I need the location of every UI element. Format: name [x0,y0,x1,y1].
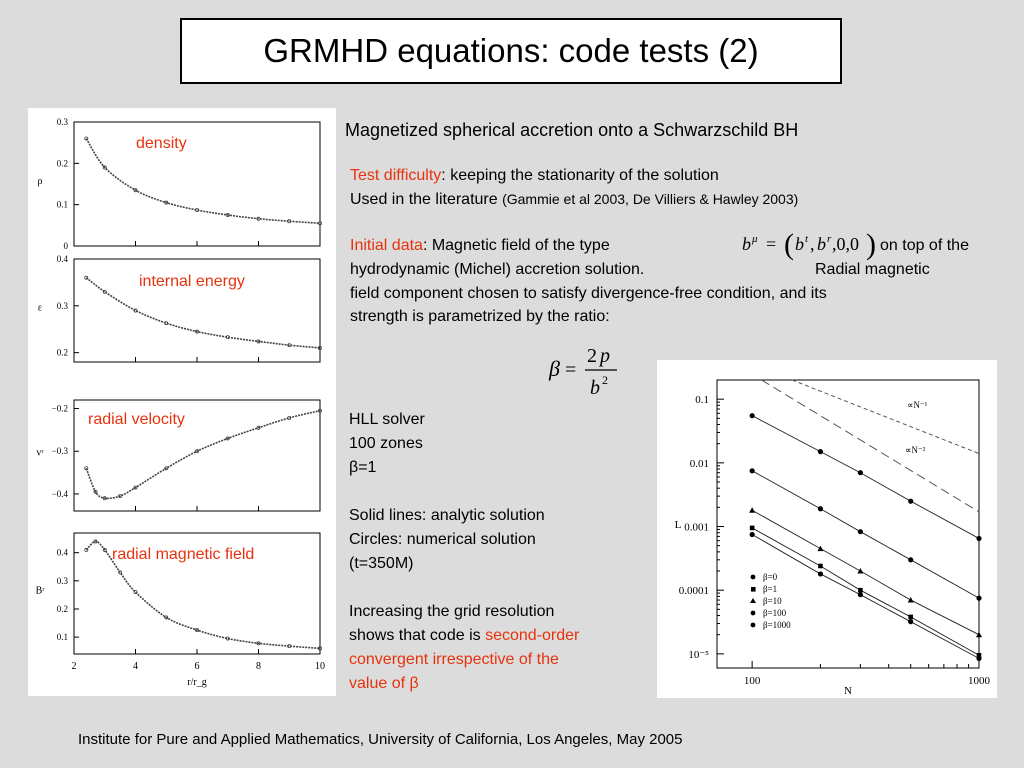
data-point-square [908,615,913,620]
y-tick-label: 0.01 [689,457,709,470]
svg-text:p: p [600,345,610,367]
data-point-square [750,526,755,531]
literature-ref: (Gammie et al 2003, De Villiers & Hawley 2003) [502,191,799,207]
svg-text:=: = [565,359,577,381]
data-point-circle [976,536,981,541]
y-tick-label: 0.2 [56,347,68,358]
initial-data-text2: on top of the [880,237,969,254]
svg-text:b: b [795,234,804,254]
legend-label: β=1 [763,584,778,594]
svg-text:b: b [590,377,600,399]
profile-panel-3 [36,533,325,688]
panel-label: radial magnetic field [112,546,255,563]
convergence-plot-panel [657,360,997,698]
data-point-square [818,564,823,569]
y-tick-label: 0.3 [56,117,68,127]
data-point-circle [858,470,863,475]
panel-label: internal energy [139,273,245,290]
data-point-circle [750,468,755,473]
solver-line-3: β=1 [349,459,377,476]
data-point-circle [818,571,823,576]
data-point-triangle [976,632,982,638]
data-point-circle [858,592,863,597]
svg-text:μ: μ [752,233,758,245]
svg-text:b: b [817,234,826,254]
conclusion-red-2: convergent irrespective of the [349,651,559,668]
x-tick-label: 6 [194,661,200,672]
y-tick-label: 0.4 [56,547,68,558]
legend-marker-circle [751,575,756,580]
literature [350,189,798,210]
reference-line-n2 [762,380,979,512]
svg-text:,0,0: ,0,0 [832,234,859,254]
series-line-1 [752,528,979,655]
series-line-2 [752,510,979,634]
beta-formula-render [545,340,625,402]
profile-plots-panel [28,108,336,696]
legend-line-2: Circles: numerical solution [349,531,536,548]
x-tick-label: 2 [71,661,77,672]
y-tick-label: 10⁻⁵ [688,648,709,661]
legend-marker-square [751,587,756,592]
conclusion-line-2 [349,625,579,646]
y-tick-label: −0.2 [51,403,68,414]
svg-text:b: b [742,234,751,254]
data-point-circle [818,449,823,454]
reference-line-n1 [792,380,979,454]
svg-text:): ) [866,228,876,261]
y-tick-label: 0.001 [684,521,709,534]
panel-label: density [136,135,187,152]
plot-frame [717,380,979,668]
legend-label: β=0 [763,572,778,582]
literature-label: Used in the literature [350,191,498,208]
data-point-circle [908,499,913,504]
reference-label-n1: ∝N⁻¹ [907,400,928,410]
y-tick-label: 0.3 [56,575,68,586]
test-difficulty-text: : keeping the stationarity of the solution [441,167,719,184]
initial-data-text1: : Magnetic field of the type [422,237,610,254]
initial-data-label: Initial data [350,237,423,254]
y-tick-label: −0.4 [51,488,68,499]
series-line-3 [752,471,979,598]
x-tick-label: 10 [315,661,325,672]
y-tick-label: 0.1 [56,199,68,210]
y-tick-label: −0.3 [51,446,68,457]
svg-text:,: , [810,234,815,254]
data-point-circle [976,596,981,601]
profile-panel-2 [36,400,321,511]
svg-text:(: ( [784,228,794,261]
legend-line-3: (t=350M) [349,555,414,572]
legend-marker-circle [751,623,756,628]
subtitle: Magnetized spherical accretion onto a Schwarzschild BH [345,120,799,140]
conclusion-red-1: second-order [485,627,580,644]
svg-text:2: 2 [602,373,608,387]
data-point-triangle [908,597,914,603]
x-axis-label: r/r_g [187,677,207,688]
svg-text:2: 2 [587,345,597,367]
data-point-circle [908,557,913,562]
data-point-square [858,588,863,593]
y-axis-label: vʳ [36,447,44,459]
test-difficulty [350,165,719,186]
solver-line-2: 100 zones [349,435,423,452]
legend-marker-circle [751,611,756,616]
x-tick-label: 4 [133,661,138,672]
profile-panel-1 [38,254,322,362]
y-tick-label: 0.4 [56,254,68,264]
footer: Institute for Pure and Applied Mathematics, University of California, Los Angeles, May 2005 [78,731,683,748]
initial-data-line4: strength is parametrized by the ratio: [350,308,610,325]
data-point-triangle [857,568,863,574]
panel-label: radial velocity [88,411,185,428]
data-point-circle [818,506,823,511]
x-tick-label: 1000 [968,675,990,687]
test-difficulty-label: Test difficulty [350,167,442,184]
y-tick-label: 0.3 [56,300,68,311]
data-point-triangle [749,507,755,513]
series-line-0 [752,416,979,539]
series-line-4 [752,534,979,658]
data-point-circle [750,413,755,418]
y-axis-label: Bʳ [35,585,45,597]
data-point-triangle [817,546,823,552]
y-tick-label: 0 [63,241,68,251]
data-point-circle [908,619,913,624]
svg-text:t: t [805,233,809,245]
initial-data-line2b: Radial magnetic [815,261,930,278]
profile-frame [74,122,320,246]
legend-label: β=10 [763,596,782,606]
convergence-plot [657,360,997,698]
x-tick-label: 100 [743,675,761,687]
profile-panel-0 [38,117,322,251]
y-tick-label: 0.2 [56,158,68,169]
y-axis-label: L [674,519,682,531]
data-point-circle [750,532,755,537]
y-axis-label: ρ [37,176,43,187]
y-tick-label: 0.1 [695,394,709,407]
svg-text:r: r [827,233,832,245]
data-point-circle [858,529,863,534]
profile-plots [28,108,336,696]
legend-label: β=100 [763,608,787,618]
svg-text:β: β [549,356,560,381]
y-axis-label: ε [37,302,43,314]
x-tick-label: 8 [256,661,261,672]
y-tick-label: 0.1 [56,632,68,643]
x-axis-label: N [844,685,852,697]
initial-data-line3: field component chosen to satisfy divergence-free condition, and its [350,285,827,302]
reference-label-n2: ∝N⁻² [905,445,926,455]
field-formula-render [740,222,880,262]
conclusion-red-3: value of β [349,675,419,692]
conclusion-line-2-text: shows that code is [349,627,486,644]
svg-text:=: = [766,234,777,254]
y-tick-label: 0.2 [56,603,68,614]
y-tick-label: 0.0001 [678,585,709,598]
conclusion-line-1: Increasing the grid resolution [349,603,555,620]
slide-title: GRMHD equations: code tests (2) [180,18,842,84]
profile-curve [86,139,320,224]
initial-data-line1 [350,235,610,256]
legend-label: β=1000 [763,620,791,630]
legend-line-1: Solid lines: analytic solution [349,507,545,524]
data-point-circle [976,656,981,661]
beta-formula [545,340,625,407]
legend-marker-triangle [750,598,756,603]
solver-line-1: HLL solver [349,411,425,428]
initial-data-line2a: hydrodynamic (Michel) accretion solution. [350,261,645,278]
